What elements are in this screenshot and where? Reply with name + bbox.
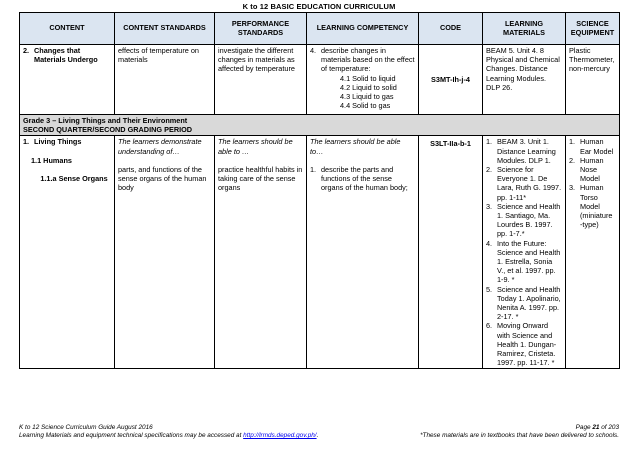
header-learning-competency: LEARNING COMPETENCY xyxy=(307,13,419,45)
list-item: 1. Human Ear Model xyxy=(569,137,614,156)
table-row xyxy=(20,136,620,369)
row1-competency-text: describe changes in materials based on the effect of temperature: xyxy=(321,46,415,74)
section-title: Grade 3 – Living Things and Their Environment xyxy=(23,116,188,125)
performance-intro: The learners should be able to … xyxy=(218,137,293,156)
competency-subitem: 4.1 Solid to liquid xyxy=(340,73,396,83)
footer-note: Learning Materials and equipment technical specifications may be accessed at http://lrmds.deped.gov.ph/. xyxy=(19,432,319,439)
competency-subitem: 4.3 Liquid to gas xyxy=(340,92,394,102)
row1-performance-standard: investigate the different changes in materials as affected by temperature xyxy=(215,45,307,115)
performance-text: practice healthful habits in taking care of the sense organs xyxy=(218,164,303,193)
row2-competency: The learners should be able to… 1. describe the parts and functions of the sense organs of the human body; xyxy=(307,136,419,369)
header-content-standards: CONTENT STANDARDS xyxy=(115,13,215,45)
list-item: 3. Science and Health 1. Santiago, Ma. Lourdes B. 1997. pp. 1-7.* xyxy=(486,201,561,239)
row2-content-standard xyxy=(115,136,215,369)
content-standard-intro: The learners demonstrate understanding of… xyxy=(118,137,202,156)
row2-materials xyxy=(483,136,566,369)
row1-code: S3MT-Ih-j-4 xyxy=(419,45,483,115)
row1-content-standard: effects of temperature on materials xyxy=(115,45,215,115)
row2-code: S3LT-IIa-b-1 xyxy=(419,136,483,369)
header-performance-standards: PERFORMANCE STANDARDS xyxy=(215,13,307,45)
curriculum-table xyxy=(19,12,620,369)
row1-content: 2. Changes that Materials Undergo xyxy=(20,45,115,115)
row2-content-title: Living Things xyxy=(34,137,82,147)
section-period: SECOND QUARTER/SECOND GRADING PERIOD xyxy=(23,125,193,135)
row2-equipment xyxy=(566,136,620,369)
competency-intro: The learners should be able to… xyxy=(310,137,401,156)
document-title: K to 12 BASIC EDUCATION CURRICULUM xyxy=(242,2,396,11)
list-item: 5. Science and Health Today 1. Apolinario, Nenita A. 1997. pp. 2-17. * xyxy=(486,284,561,322)
header-learning-materials: LEARNING MATERIALS xyxy=(483,13,566,45)
list-item: 4. Into the Future: Science and Health 1. Estrella, Sonia V., et al. 1997. pp. 1-9. * xyxy=(486,238,561,285)
row2-content-sub2: 1.1.a Sense Organs xyxy=(40,173,108,183)
list-item: 1. BEAM 3. Unit 1. Distance Learning Modules. DLP 1. xyxy=(486,137,556,165)
header-row xyxy=(20,13,620,45)
competency-subitem: 4.2 Liquid to solid xyxy=(340,82,397,92)
section-header-row xyxy=(20,115,620,136)
header-code: CODE xyxy=(419,13,483,45)
row1-materials: BEAM 5. Unit 4. 8 Physical and Chemical Changes. Distance Learning Modules. DLP 26. xyxy=(483,45,566,115)
footer-page: Page 21 of 203 xyxy=(575,424,619,431)
footer-guide: K to 12 Science Curriculum Guide August 2016 xyxy=(19,424,153,431)
competency-subitem: 4.4 Solid to gas xyxy=(340,101,391,111)
row2-content-sub: 1.1 Humans xyxy=(31,155,72,165)
row1-equipment: Plastic Thermometer, non-mercury xyxy=(566,45,620,115)
list-item: 2. Science for Everyone 1. De Lara, Ruth G. 1997. pp. 1-11* xyxy=(486,165,562,202)
row2-competency-text: describe the parts and functions of the sense organs of the human body; xyxy=(321,164,408,193)
list-item: 6. Moving Onward with Science and Health 1. Dungan-Ramirez, Cristeta. 1997. pp. 11-17. * xyxy=(486,321,557,368)
section-header xyxy=(20,115,620,136)
footer-asterisk-note: *These materials are in textbooks that have been delivered to schools. xyxy=(420,432,619,439)
row2-performance-standard xyxy=(215,136,307,369)
header-science-equipment: SCIENCE EQUIPMENT xyxy=(566,13,620,45)
list-item: 3. Human Torso Model (miniature -type) xyxy=(569,183,613,230)
lrmds-link[interactable]: http://lrmds.deped.gov.ph/ xyxy=(243,432,317,439)
row1-competency: 4. describe changes in materials based on the effect of temperature: 4.1 Solid to liquid 4.2 Liquid to solid 4.3 Liquid to gas 4.4 Solid to gas xyxy=(307,45,419,115)
row2-content: 1. Living Things 1.1 Humans 1.1.a Sense Organs xyxy=(20,136,115,369)
page-footer xyxy=(19,424,619,440)
header-content: CONTENT xyxy=(20,13,115,45)
list-item: 2. Human Nose Model xyxy=(569,155,604,184)
content-standard-text: parts, and functions of the sense organs of the human body xyxy=(118,164,207,193)
row1-content-text: Changes that Materials Undergo xyxy=(34,46,98,65)
page-number: 21 xyxy=(592,424,600,431)
table-row xyxy=(20,45,620,115)
